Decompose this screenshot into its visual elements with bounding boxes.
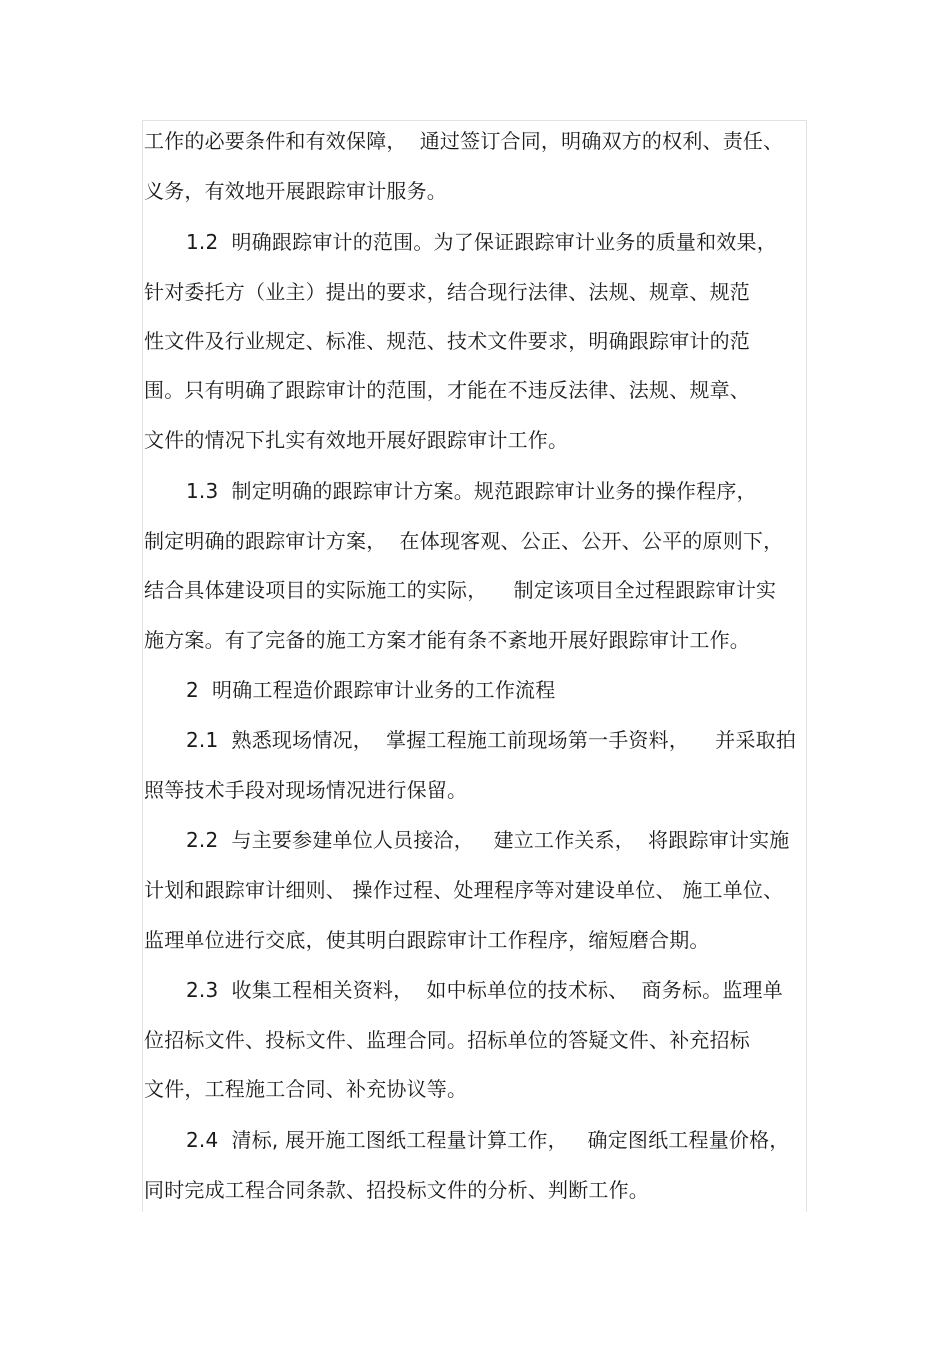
section-heading-1-2: 1.2 明确跟踪审计的范围。为了保证跟踪审计业务的质量和效果， [186, 230, 777, 254]
text-line: 位招标文件、投标文件、监理合同。招标单位的答疑文件、补充招标 [144, 1028, 750, 1052]
text-line: 监理单位进行交底，使其明白跟踪审计工作程序，缩短磨合期。 [144, 928, 710, 952]
text-line: 工作的必要条件和有效保障， 通过签订合同，明确双方的权利、责任、 [144, 129, 784, 153]
section-heading-1-3: 1.3 制定明确的跟踪审计方案。规范跟踪审计业务的操作程序， [186, 479, 757, 503]
text-line: 文件，工程施工合同、补充协议等。 [144, 1077, 468, 1101]
section-heading-2-2: 2.2 与主要参建单位人员接洽， 建立工作关系， 将跟踪审计实施 [186, 828, 790, 852]
section-heading-2-4: 2.4 清标, 展开施工图纸工程量计算工作， 确定图纸工程量价格， [186, 1128, 790, 1152]
text-line: 义务，有效地开展跟踪审计服务。 [144, 179, 447, 203]
text-line: 结合具体建设项目的实际施工的实际， 制定该项目全过程跟踪审计实 [144, 578, 777, 602]
text-line: 围。只有明确了跟踪审计的范围，才能在不违反法律、法规、规章、 [144, 378, 750, 402]
text-line: 照等技术手段对现场情况进行保留。 [144, 778, 468, 802]
section-heading-2-3: 2.3 收集工程相关资料， 如中标单位的技术标、 商务标。监理单 [186, 978, 783, 1002]
text-line: 文件的情况下扎实有效地开展好跟踪审计工作。 [144, 428, 569, 452]
section-heading-2-1: 2.1 熟悉现场情况， 掌握工程施工前现场第一手资料， 并采取拍 [186, 728, 797, 752]
text-line: 计划和跟踪审计细则、 操作过程、处理程序等对建设单位、 施工单位、 [144, 878, 784, 902]
section-heading-2: 2 明确工程造价跟踪审计业务的工作流程 [186, 678, 556, 702]
text-line: 性文件及行业规定、标准、规范、技术文件要求，明确跟踪审计的范 [144, 329, 750, 353]
text-line: 施方案。有了完备的施工方案才能有条不紊地开展好跟踪审计工作。 [144, 628, 750, 652]
text-line: 针对委托方（业主）提出的要求，结合现行法律、法规、规章、规范 [144, 280, 750, 304]
text-line: 同时完成工程合同条款、招投标文件的分析、判断工作。 [144, 1178, 649, 1202]
text-line: 制定明确的跟踪审计方案， 在体现客观、公正、公开、公平的原则下， [144, 529, 784, 553]
